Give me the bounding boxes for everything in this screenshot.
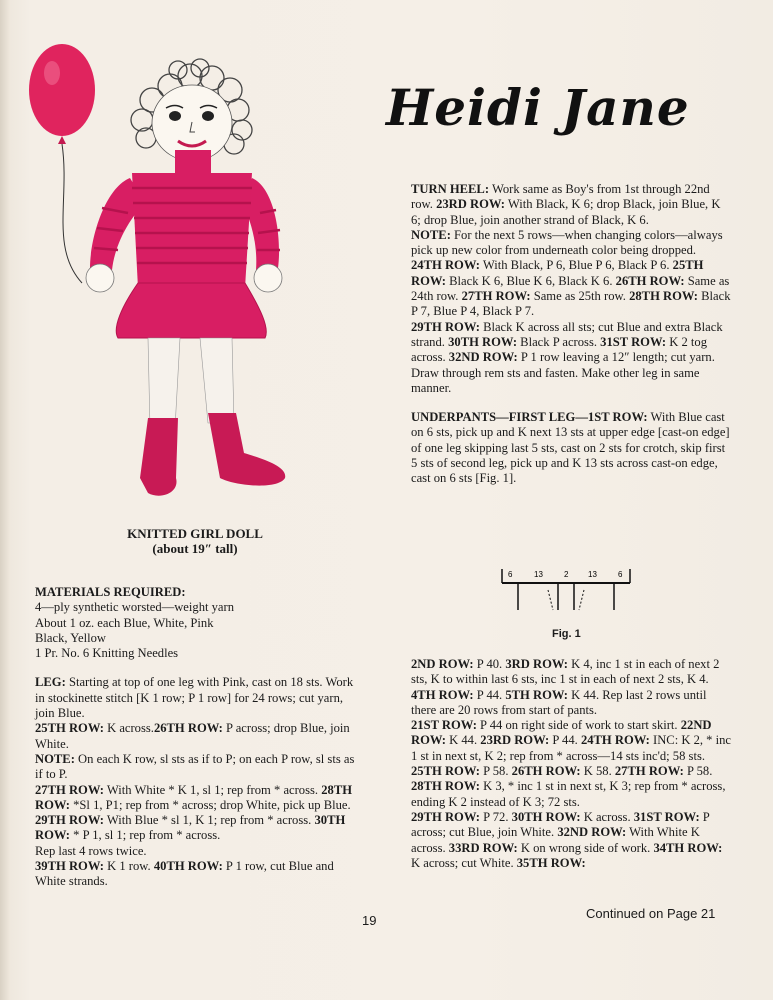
fig-label: 2 [564, 570, 569, 579]
materials-line: About 1 oz. each Blue, White, Pink [35, 615, 214, 630]
leg-paragraph: 27TH ROW: With White * K 1, sl 1; rep from * across. 28TH ROW: *Sl 1, P1; rep from * across; drop White, pick up Blue. 29TH ROW: With Blue * sl 1, K 1; rep from * across. 30TH ROW: * P 1, sl 1; rep from * across. [35, 782, 353, 843]
right-column-lower [411, 657, 731, 871]
figure-caption: Fig. 1 [552, 628, 581, 640]
leg-paragraph: LEG: Starting at top of one leg with Pink, cast on 18 sts. Work in stockinette stitch [K 1 row; P 1 row] for 24 rows; cut yarn, join Blue. [35, 675, 354, 721]
fig-label: 6 [618, 570, 623, 579]
left-column [35, 585, 355, 890]
heel-note: NOTE: For the next 5 rows—when changing colors—always pick up new color from underneath color being dropped. [411, 227, 723, 258]
materials-heading: MATERIALS REQUIRED: [35, 585, 186, 599]
leg-paragraph: 39TH ROW: K 1 row. 40TH ROW: P 1 row, cut Blue and White strands. [35, 859, 334, 889]
materials-line: Black, Yellow [35, 630, 107, 645]
skirt-rows: 29TH ROW: P 72. 30TH ROW: K across. 31ST ROW: P across; cut Blue, join White. 32ND ROW: With White K across. 33RD ROW: K on wrong side of work. 34TH ROW: K across; cut White. 35TH ROW: [411, 809, 723, 870]
leg-paragraph: Rep last 4 rows twice. [35, 843, 147, 858]
skirt-rows: 2ND ROW: P 40. 3RD ROW: K 4, inc 1 st in each of next 2 sts, K to within last 6 sts, inc 1 st in each of next 2 sts, K 4. 4TH ROW: P 44. 5TH ROW: K 44. Rep last 2 rows until there are 20 rows from start of pants. [411, 657, 720, 717]
illustration-caption [40, 526, 350, 556]
underpants-paragraph: UNDERPANTS—FIRST LEG—1ST ROW: With Blue cast on 6 sts, pick up and K next 13 sts at upper edge [cast-on edge] of one leg skipping last 5 sts, cast on 2 sts for crotch, skip first 5 sts of second leg, pick up and K 13 sts across cast-on edge, cast on 6 sts [Fig. 1]. [411, 410, 730, 486]
fig-label: 13 [534, 570, 543, 579]
leg-paragraph: 25TH ROW: K across.26TH ROW: P across; drop Blue, join White. [35, 721, 350, 751]
heel-rows: 29TH ROW: Black K across all sts; cut Blue and extra Black strand. 30TH ROW: Black P across. 31ST ROW: K 2 tog across. 32ND ROW: P 1 row leaving a 12″ length; cut yarn. Draw through rem sts and fasten. Make other leg in same manner. [411, 319, 723, 395]
leg-note: NOTE: On each K row, sl sts as if to P; on each P row, sl sts as if to P. [35, 751, 355, 782]
fig-label: 6 [508, 570, 513, 579]
page-title: Heidi Jane [386, 78, 690, 137]
continued-note: Continued on Page 21 [586, 906, 716, 921]
balloon-icon [29, 44, 95, 136]
skirt-rows: 21ST ROW: P 44 on right side of work to start skirt. 22ND ROW: K 44. 23RD ROW: P 44. 24TH ROW: INC: K 2, * inc 1 st in next st, K 2; rep from * across—14 sts inc'd; 58 sts. [411, 718, 732, 763]
materials-line: 4—ply synthetic worsted—weight yarn [35, 600, 235, 615]
right-column-upper [411, 182, 731, 487]
caption-line-2: (about 19″ tall) [152, 541, 238, 556]
page-number: 19 [362, 913, 377, 928]
skirt-rows: 25TH ROW: P 58. 26TH ROW: K 58. 27TH ROW: P 58. 28TH ROW: K 3, * inc 1 st in next st, K 3; rep from * across, ending K 2 instead of K 3; 72 sts. [411, 764, 726, 809]
doll-boot-right [208, 413, 285, 486]
doll-illustration [20, 38, 305, 508]
caption-line-1: KNITTED GIRL DOLL [127, 526, 263, 541]
materials-line: 1 Pr. No. 6 Knitting Needles [35, 646, 179, 661]
doll-skirt [116, 283, 266, 338]
heel-rows: 24TH ROW: With Black, P 6, Blue P 6, Black P 6. 25TH ROW: Black K 6, Blue K 6, Black K 6. 26TH ROW: Same as 24th row. 27TH ROW: Same as 25th row. 28TH ROW: Black P 7, Blue P 4, Black P 7. [411, 258, 731, 319]
page-binding-edge [0, 0, 10, 1000]
heel-paragraph: TURN HEEL: Work same as Boy's from 1st through 22nd row. 23RD ROW: With Black, K 6; drop Black, join Blue, K 6; drop Blue, join another strand of Black, K 6. [411, 182, 721, 227]
fig-label: 13 [588, 570, 597, 579]
doll-boot-left [140, 418, 178, 496]
